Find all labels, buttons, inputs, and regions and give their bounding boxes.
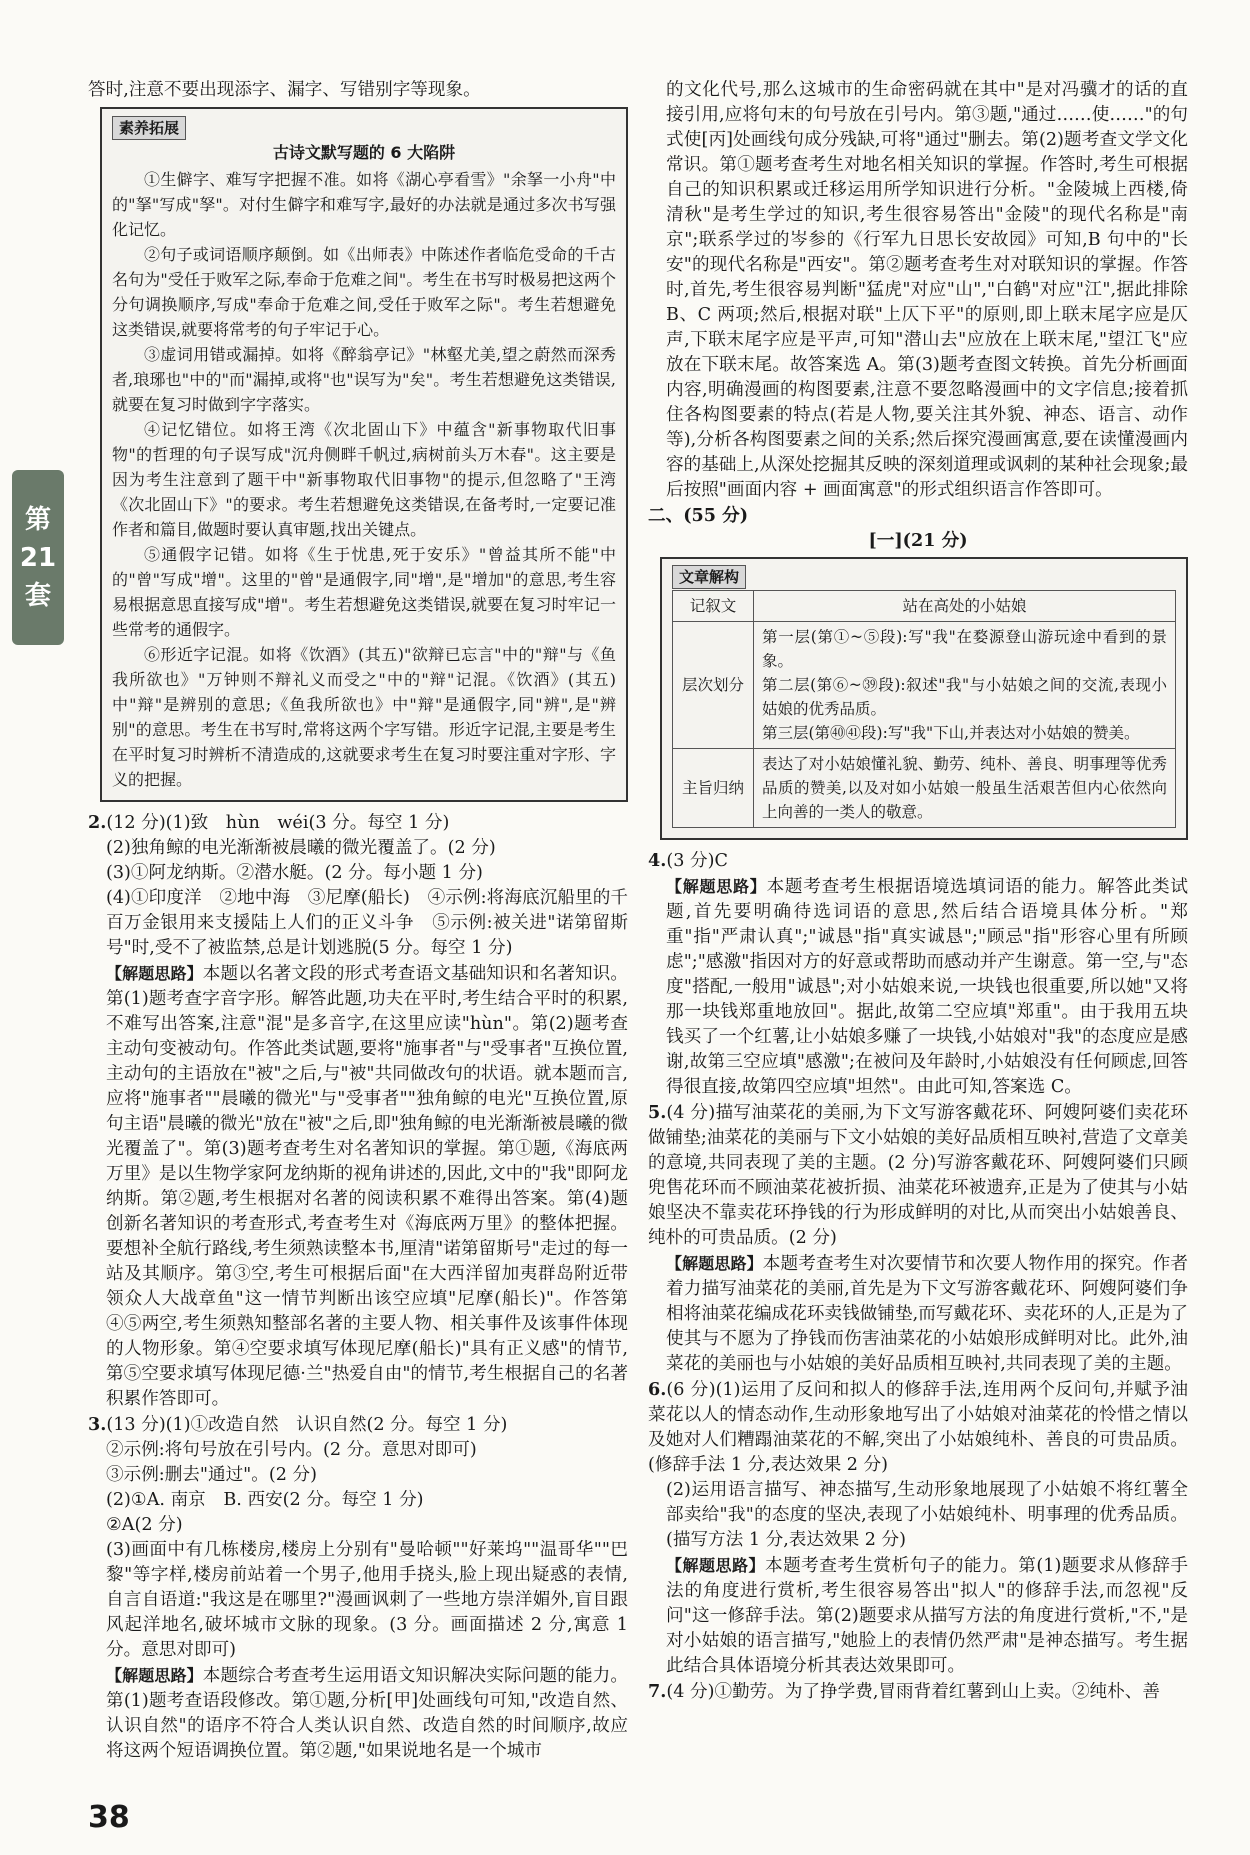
analysis-label: 【解题思路】 (666, 1254, 763, 1273)
question-number: 7. (648, 1681, 667, 1702)
question-number: 5. (648, 1102, 667, 1123)
analysis-label: 【解题思路】 (106, 964, 203, 983)
answer-line: ②示例:将句号放在引号内。(2 分。意思对即可) (106, 1440, 477, 1460)
question-7 (648, 1679, 1188, 1705)
question-number: 2. (88, 812, 107, 833)
table-cell-head: 主旨归纳 (673, 749, 754, 828)
answer-line: (4 分)①勤劳。为了挣学费,冒雨背着红薯到山上卖。②纯朴、善 (666, 1682, 1160, 1702)
article-structure-box (660, 557, 1188, 840)
answer-line: (12 分)(1)致 hùn wéi(3 分。每空 1 分) (106, 813, 450, 833)
table-cell: 表达了对小姑娘懂礼貌、勤劳、纯朴、善良、明事理等优秀品质的赞美,以及对如小姑娘一般虽生活艰苦但内心依然向上向善的一类人的敬意。 (754, 749, 1176, 828)
answer-line: ②A(2 分) (106, 1515, 183, 1535)
question-6 (648, 1377, 1188, 1679)
set-number-line2: 21 (19, 542, 57, 573)
set-number-line1: 第 (24, 504, 51, 535)
answer-line: (4)①印度洋 ②地中海 ③尼摩(船长) ④示例:将海底沉船里的千百万金银用来支援陆上人们的正义斗争 ⑤示例:被关进"诺第留斯号"时,受不了被监禁,总是计划逃脱(5 分。每空 1 分) (106, 888, 628, 958)
question-3 (88, 1412, 628, 1764)
page-number: 38 (88, 1800, 130, 1835)
answer-line: ③示例:删去"通过"。(2 分) (106, 1465, 317, 1485)
question-number: 6. (648, 1379, 667, 1400)
table-cell (754, 622, 1176, 749)
analysis-label: 【解题思路】 (106, 1666, 203, 1685)
set-number-line3: 套 (24, 580, 51, 611)
answer-line: (13 分)(1)①改造自然 认识自然(2 分。每空 1 分) (106, 1415, 508, 1435)
question-4 (648, 848, 1188, 1100)
structure-table (672, 590, 1176, 828)
answer-line: (6 分)(1)运用了反问和拟人的修辞手法,连用两个反问句,并赋予油菜花以人的情态动作,生动形象地写出了小姑娘对油菜花的怜惜之情以及她对人们糟蹋油菜花的不解,突出了小姑娘纯朴、善良的可贵品质。(修辞手法 1 分,表达效果 2 分) (648, 1380, 1188, 1475)
question-number: 3. (88, 1414, 107, 1435)
intro-text: 答时,注意不要出现添字、漏字、写错别字等现象。 (88, 80, 481, 100)
box-label: 文章解构 (672, 565, 746, 589)
analysis-text: 本题以名著文段的形式考查语文基础知识和名著知识。第(1)题考查字音字形。解答此题,功夫在平时,考生结合平时的积累,不难写出答案,注意"混"是多音字,在这里应读"hùn"。第(2)题考查主动句变被动句。作答此类试题,要将"施事者"与"受事者"互换位置,主动句的主语放在"被"之后,与"被"共同做改句的状语。就本题而言,应将"施事者""晨曦的微光"与"受事者""独角鲸的电光"互换位置,原句主语"晨曦的微光"放在"被"之后,即"独角鲸的电光渐渐被晨曦的微光覆盖了"。第(3)题考查考生对名著知识的掌握。第①题,《海底两万里》是以生物学家阿龙纳斯的视角讲述的,因此,文中的"我"即阿龙纳斯。第②题,考生根据对名著的阅读积累不难得出答案。第(4)题创新名著知识的考查形式,考查考生对《海底两万里》的整体把握。要想补全航行路线,考生须熟读整本书,厘清"诺第留斯号"走过的每一站及其顺序。第③空,考生可根据后面"在大西洋留加夷群岛附近带领众人大战章鱼"这一情节判断出该空应填"尼摩(船长)"。作答第④⑤两空,考生须熟知整部名著的主要人物、相关事件及该事件体现的人物形象。第④空要求填写体现尼摩(船长)"具有正义感"的情节,第⑤空要求填写体现尼德·兰"热爱自由"的情节,考生根据自己的名著积累作答即可。 (106, 964, 628, 1409)
trap-paragraph: ⑥形近字记混。如将《饮酒》(其五)"欲辩已忘言"中的"辩"与《鱼我所欲也》"万钟则不辩礼义而受之"中的"辩"记混。《饮酒》(其五)中"辩"是辨别的意思;《鱼我所欲也》中"辩"是通假字,同"辨",是"辨别"的意思。考生在书写时,常将这两个字写错。形近字记混,主要是考生在平时复习时辨析不清造成的,这就要求考生在复习时要注重对字形、字义的把握。 (112, 645, 616, 789)
box-title: 古诗文默写题的 6 大陷阱 (272, 143, 456, 162)
table-row (673, 622, 1176, 749)
right-column (648, 78, 1188, 1705)
table-row (673, 749, 1176, 828)
analysis-text: 本题综合考查考生运用语文知识解决实际问题的能力。第(1)题考查语段修改。第①题,分析[甲]处画线句可知,"改造自然、认识自然"的语序不符合人类认识自然、改造自然的时间顺序,故应将这两个短语调换位置。第②题,"如果说地名是一个城市 (106, 1666, 628, 1761)
table-cell: 站在高处的小姑娘 (754, 591, 1176, 622)
box-label: 素养拓展 (112, 116, 186, 140)
answer-line: (3)画面中有几栋楼房,楼房上分别有"曼哈顿""好莱坞""温哥华""巴黎"等字样,楼房前站着一个男子,他用手挠头,脸上现出疑惑的表情,自言自语道:"我这是在哪里?"漫画讽刺了一些地方崇洋媚外,盲目跟风起洋地名,破坏城市文脉的现象。(3 分。画面描述 2 分,寓意 1 分。意思对即可) (106, 1540, 628, 1660)
set-number-tab (12, 470, 64, 645)
trap-paragraph: ③虚词用错或漏掉。如将《醉翁亭记》"林壑尤美,望之蔚然而深秀者,琅琊也"中的"而"漏掉,或将"也"误写为"矣"。考生若想避免这类错误,就要在复习时做到字字落实。 (112, 345, 616, 414)
trap-paragraph: ②句子或词语顺序颠倒。如《出师表》中陈述作者临危受命的千古名句为"受任于败军之际,奉命于危难之间"。考生在书写时极易把这两个分句调换顺序,写成"奉命于危难之间,受任于败军之际"。考生若想避免这类错误,就要将常考的句子牢记于心。 (112, 245, 616, 339)
analysis-label: 【解题思路】 (666, 1556, 765, 1575)
trap-paragraph: ⑤通假字记错。如将《生于忧患,死于安乐》"曾益其所不能"中的"曾"写成"增"。这里的"曾"是通假字,同"增",是"增加"的意思,考生容易根据意思直接写成"增"。考生若想避免这类错误,就要在复习时牢记一些常考的通假字。 (112, 545, 616, 639)
part-heading: [一](21 分) (868, 530, 968, 551)
layer-text: 第二层(第⑥~㊴段):叙述"我"与小姑娘之间的交流,表现小姑娘的优秀品质。 (762, 676, 1167, 718)
question-5 (648, 1100, 1188, 1377)
answer-line: (2)运用语言描写、神态描写,生动形象地展现了小姑娘不将红薯全部卖给"我"的态度的坚决,表现了小姑娘纯朴、明事理的优秀品质。(描写方法 1 分,表达效果 2 分) (666, 1480, 1188, 1550)
answer-line: (3)①阿龙纳斯。②潜水艇。(2 分。每小题 1 分) (106, 863, 483, 883)
trap-paragraph: ①生僻字、难写字把握不准。如将《湖心亭看雪》"余拏一小舟"中的"拏"写成"孥"。对付生僻字和难写字,最好的办法就是通过多次书写强化记忆。 (112, 170, 616, 239)
analysis-text: 本题考查考生对次要情节和次要人物作用的探究。作者着力描写油菜花的美丽,首先是为下文写游客戴花环、阿嫂阿婆们争相将油菜花编成花环卖钱做铺垫,而写戴花环、卖花环的人,正是为了使其与不愿为了挣钱而伤害油菜花的小姑娘形成鲜明对比。此外,油菜花的美丽也与小姑娘的美好品质相互映衬,共同表现了美的主题。 (666, 1254, 1188, 1374)
answer-line: (3 分)C (666, 851, 728, 871)
answer-line: (2)①A. 南京 B. 西安(2 分。每空 1 分) (106, 1490, 424, 1510)
layer-text: 第一层(第①~⑤段):写"我"在婺源登山游玩途中看到的景象。 (762, 628, 1167, 670)
left-column (88, 78, 628, 1764)
table-row (673, 591, 1176, 622)
analysis-text: 本题考查考生赏析句子的能力。第(1)题要求从修辞手法的角度进行赏析,考生很容易答出"拟人"的修辞手法,而忽视"反问"这一修辞手法。第(2)题要求从描写方法的角度进行赏析,"不,"是对小姑娘的语言描写,"她脸上的表情仍然严肃"是神态描写。考生据此结合具体语境分析其表达效果即可。 (666, 1556, 1188, 1676)
layer-text: 第三层(第㊵㊶段):写"我"下山,并表达对小姑娘的赞美。 (762, 724, 1140, 742)
section-heading: 二、(55 分) (648, 505, 749, 526)
question-number: 4. (648, 850, 667, 871)
question-2 (88, 810, 628, 1412)
answer-line: (2)独角鲸的电光渐渐被晨曦的微光覆盖了。(2 分) (106, 838, 496, 858)
table-cell-head: 层次划分 (673, 622, 754, 749)
analysis-continued: 的文化代号,那么这城市的生命密码就在其中"是对冯骥才的话的直接引用,应将句末的句号放在引号内。第③题,"通过……使……"的句式使[丙]处画线句成分残缺,可将"通过"删去。第(2)题考查文学文化常识。第①题考查考生对地名相关知识的掌握。作答时,考生可根据自己的知识积累或迁移运用所学知识进行分析。"金陵城上西楼,倚清秋"是考生学过的知识,考生很容易答出"金陵"的现代名称是"南京";联系学过的岑参的《行军九日思长安故园》可知,B 句中的"长安"的现代名称是"西安"。第②题考查考生对对联知识的掌握。作答时,首先,考生很容易判断"猛虎"对应"山","白鹤"对应"江",据此排除 B、C 两项;然后,根据对联"上仄下平"的原则,即上联末尾字应是仄声,下联末尾字应是平声,可知"潜山去"应放在上联末尾,"望江飞"应放在下联末尾。故答案选 A。第(3)题考查图文转换。首先分析画面内容,明确漫画的构图要素,注意不要忽略漫画中的文字信息;接着抓住各构图要素的特点(若是人物,要关注其外貌、神态、语言、动作等),分析各构图要素之间的关系;然后探究漫画寓意,要在读懂漫画内容的基础上,从深处挖掘其反映的深刻道理或讽刺的某种社会现象;最后按照"画面内容 + 画面寓意"的形式组织语言作答即可。 (666, 80, 1188, 500)
literacy-extension-box (100, 107, 628, 802)
analysis-label: 【解题思路】 (666, 877, 767, 896)
table-cell-head: 记叙文 (673, 591, 754, 622)
analysis-text: 本题考查考生根据语境选填词语的能力。解答此类试题,首先要明确待选词语的意思,然后结合语境具体分析。"郑重"指"严肃认真";"诚恳"指"真实诚恳";"顾忌"指"形容心里有所顾虑";"感激"指因对方的好意或帮助而感动并产生谢意。第一空,与"态度"搭配,一般用"诚恳";对小姑娘来说,一块钱也很重要,所以她"又将那一块钱郑重地放回"。据此,故第二空应填"郑重"。由于我用五块钱买了一个红薯,让小姑娘多赚了一块钱,小姑娘对"我"的态度应是感谢,故第三空应填"感激";在被问及年龄时,小姑娘没有任何顾虑,回答得很直接,故第四空应填"坦然"。由此可知,答案选 C。 (666, 877, 1188, 1097)
trap-paragraph: ④记忆错位。如将王湾《次北固山下》中蕴含"新事物取代旧事物"的哲理的句子误写成"沉舟侧畔千帆过,病树前头万木春"。这主要是因为考生注意到了题干中"新事物取代旧事物"的提示,但忽略了"王湾《次北固山下》"的要求。考生若想避免这类错误,在备考时,一定要记准作者和篇目,做题时要认真审题,找出关键点。 (112, 420, 616, 539)
answer-line: (4 分)描写油菜花的美丽,为下文写游客戴花环、阿嫂阿婆们卖花环做铺垫;油菜花的美丽与下文小姑娘的美好品质相互映衬,营造了文章美的意境,共同表现了美的主题。(2 分)写游客戴花环、阿嫂阿婆们只顾兜售花环而不顾油菜花被折损、油菜花环被遗弃,正是为了使其与小姑娘坚决不靠卖花环挣钱的行为形成鲜明的对比,从而突出小姑娘善良、纯朴的可贵品质。(2 分) (648, 1103, 1188, 1248)
